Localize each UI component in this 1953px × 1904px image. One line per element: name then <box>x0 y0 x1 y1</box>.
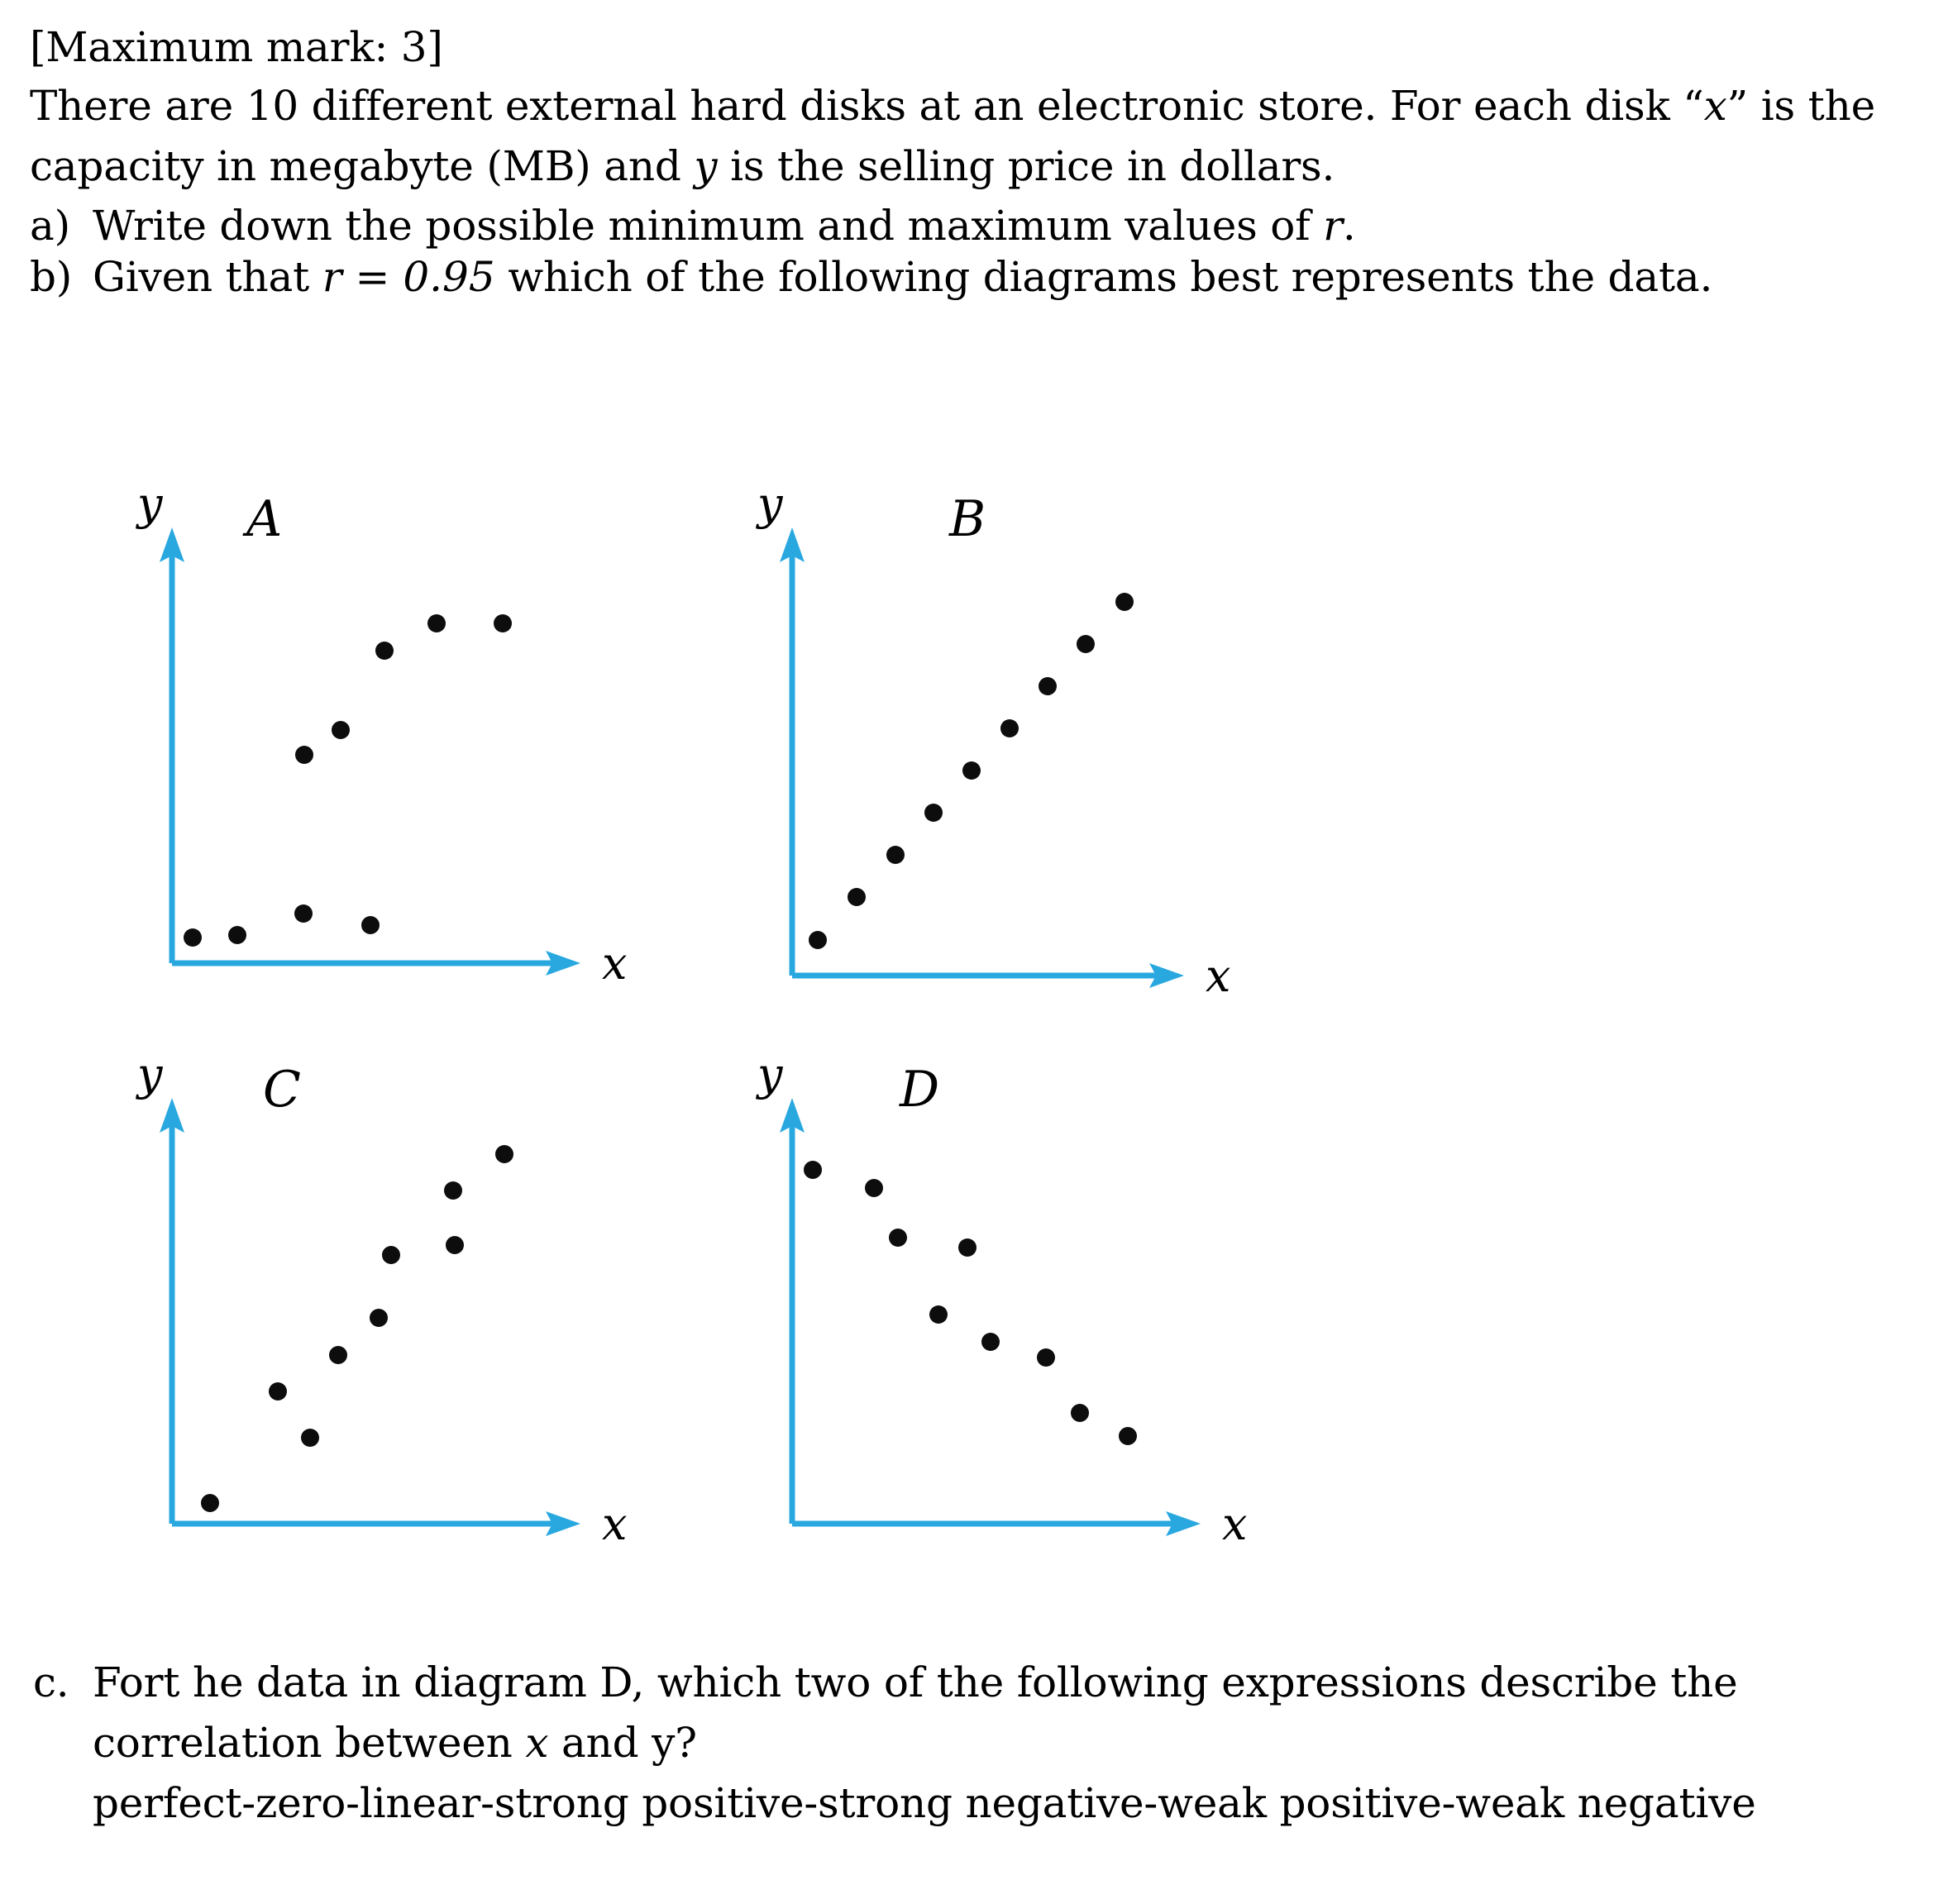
part-b-marker: b) <box>30 253 73 301</box>
data-point <box>427 614 446 632</box>
x-axis-label: x <box>1206 950 1231 992</box>
intro-line-1-tail: ” is the <box>1726 82 1875 130</box>
data-point <box>1077 635 1095 653</box>
diagram-letter-d: D <box>900 1061 940 1119</box>
data-point <box>361 916 380 934</box>
data-point <box>1039 677 1057 695</box>
data-point <box>962 761 981 780</box>
data-point <box>494 614 512 632</box>
intro-line-2 <box>30 142 1335 190</box>
scatter-diagram-a-svg <box>124 480 769 992</box>
scatter-diagram-d <box>744 1050 1389 1563</box>
data-point <box>1037 1348 1055 1367</box>
data-point <box>1000 719 1019 737</box>
intro-line-1-math-x: x <box>1703 82 1727 130</box>
part-c-line-2-text: correlation between <box>93 1719 526 1767</box>
diagram-letter-a: A <box>246 490 283 548</box>
intro-line-1-text: There are 10 different external hard disks at an electronic store. For each disk “ <box>30 82 1704 130</box>
data-point <box>865 1179 883 1197</box>
data-point <box>294 904 313 923</box>
part-c-marker: c. <box>33 1658 69 1706</box>
part-c-line-1: Fort he data in diagram D, which two of the following expressions describe the <box>93 1658 1738 1706</box>
part-a-tail: . <box>1342 202 1356 250</box>
part-c-line-2-tail: and y? <box>548 1719 697 1767</box>
data-point <box>981 1333 1000 1351</box>
y-axis-label: y <box>757 480 783 530</box>
part-a-marker: a) <box>30 202 70 250</box>
part-c-line-2 <box>93 1719 697 1767</box>
data-point <box>375 642 394 660</box>
data-point <box>332 721 350 739</box>
x-axis-label: x <box>1222 1498 1248 1550</box>
x-axis-label: x <box>602 938 628 990</box>
part-b-body <box>93 253 1713 301</box>
part-a-math-r: r <box>1323 202 1343 250</box>
data-points-group <box>804 1161 1137 1445</box>
part-b-math-r-value: r = 0.95 <box>322 253 495 301</box>
scatter-diagram-c <box>124 1050 769 1563</box>
x-axis-label: x <box>602 1498 628 1550</box>
maximum-mark-line <box>30 23 443 71</box>
data-point <box>848 888 866 906</box>
scatter-diagram-b-svg <box>744 480 1389 992</box>
data-point <box>370 1309 388 1327</box>
scatter-diagram-d-svg <box>744 1050 1389 1563</box>
data-point <box>269 1382 287 1401</box>
scatter-diagram-b <box>744 480 1389 992</box>
data-point <box>201 1494 219 1512</box>
data-point <box>301 1429 319 1447</box>
data-point <box>382 1246 400 1264</box>
data-points-group <box>184 614 512 947</box>
data-point <box>929 1305 948 1324</box>
data-point <box>958 1238 976 1257</box>
intro-line-2-tail: is the selling price in dollars. <box>717 142 1335 190</box>
data-point <box>329 1346 347 1364</box>
part-a-text: Write down the possible minimum and maximum values of <box>93 202 1324 250</box>
data-point <box>228 926 246 944</box>
y-axis-label: y <box>137 1050 163 1100</box>
part-c-options-line: perfect-zero-linear-strong positive-strong negative-weak positive-weak negative <box>93 1779 1756 1827</box>
part-b-tail: which of the following diagrams best represents the data. <box>494 253 1713 301</box>
part-b-text: Given that <box>93 253 322 301</box>
data-point <box>184 928 202 947</box>
data-point <box>295 746 313 764</box>
data-point <box>446 1236 464 1254</box>
data-point <box>809 931 827 949</box>
data-points-group <box>201 1145 513 1512</box>
y-axis-label: y <box>757 1050 783 1100</box>
data-point <box>1119 1427 1137 1445</box>
data-point <box>889 1229 907 1247</box>
y-axis-label: y <box>137 480 163 530</box>
maximum-mark-text: [Maximum mark: 3] <box>30 23 443 71</box>
diagram-letter-c: C <box>263 1061 301 1119</box>
intro-line-1 <box>30 82 1875 130</box>
part-c-math-x: x <box>525 1719 549 1767</box>
intro-line-2-text: capacity in megabyte (MB) and <box>30 142 695 190</box>
data-point <box>444 1181 462 1200</box>
data-point <box>495 1145 513 1163</box>
part-a-body <box>93 202 1356 250</box>
data-point <box>886 846 905 864</box>
data-point <box>1115 593 1134 611</box>
data-point <box>804 1161 822 1179</box>
scatter-diagram-c-svg <box>124 1050 769 1563</box>
data-point <box>1071 1404 1089 1422</box>
diagram-letter-b: B <box>949 490 986 548</box>
intro-line-2-math-y: y <box>694 142 718 190</box>
data-points-group <box>809 593 1134 949</box>
data-point <box>924 804 943 822</box>
scatter-diagram-a <box>124 480 769 992</box>
